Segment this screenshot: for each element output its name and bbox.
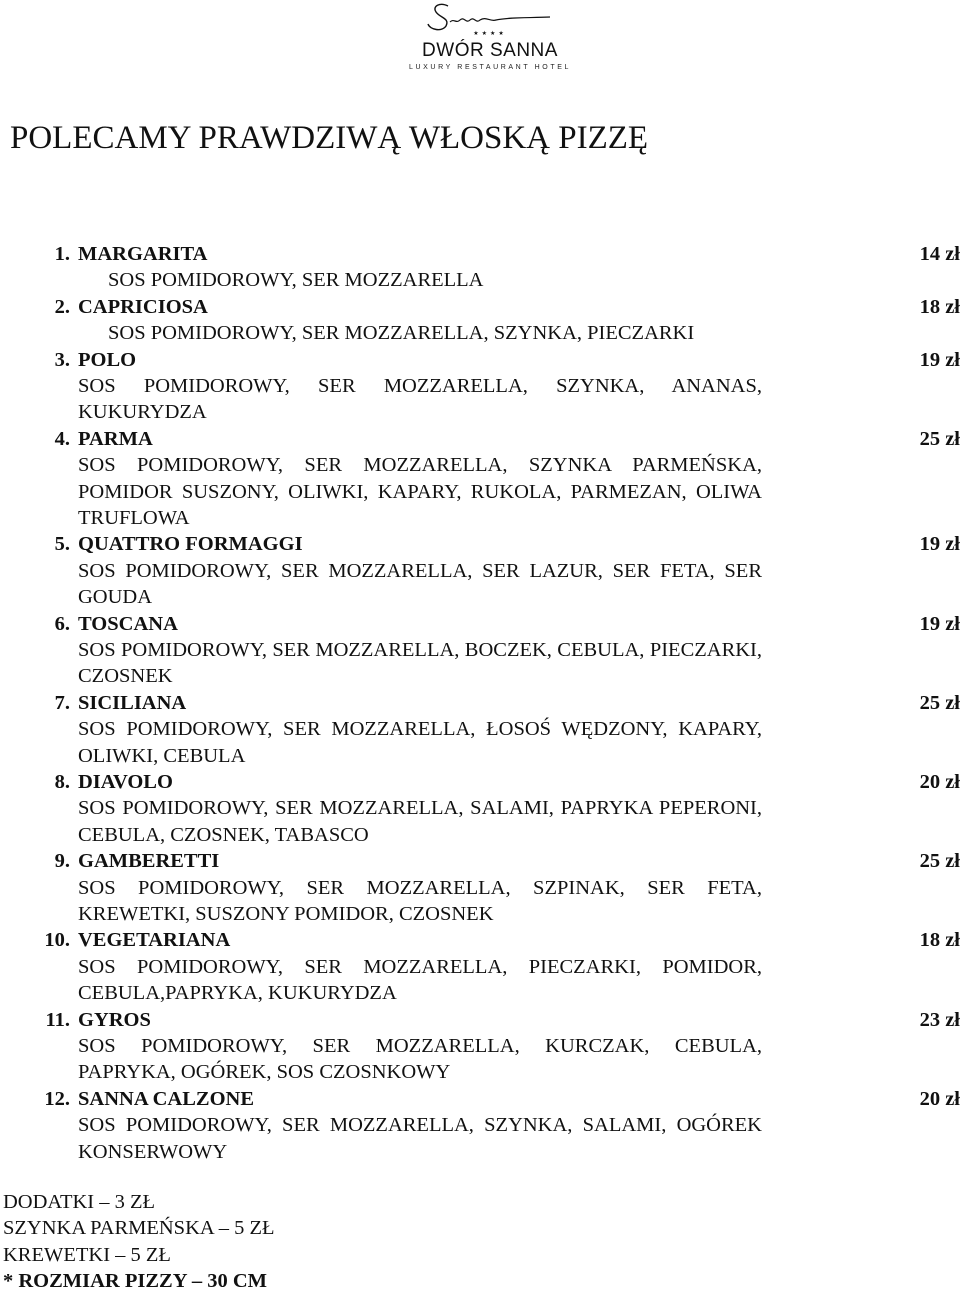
menu-item — [0, 927, 960, 1006]
logo — [400, 0, 580, 80]
item-number: 7. — [54, 691, 70, 714]
item-number: 10. — [44, 929, 70, 952]
item-ingredients: SOS POMIDOROWY, SER MOZZARELLA, KURCZAK, CEBULA, PAPRYKA, OGÓREK, SOS CZOSNKOWY — [78, 1035, 762, 1084]
item-name: SICILIANA — [78, 691, 187, 714]
item-number: 11. — [45, 1008, 70, 1031]
item-name: CAPRICIOSA — [78, 295, 208, 318]
item-ingredients: SOS POMIDOROWY, SER MOZZARELLA, PIECZARKI, POMIDOR, CEBULA,PAPRYKA, KUKURYDZA — [78, 955, 762, 1005]
signature-logo-mark — [420, 0, 560, 34]
extras-line: KREWETKI – 5 ZŁ — [3, 1243, 171, 1266]
item-price: 18 zł — [919, 929, 960, 952]
menu-item — [0, 611, 960, 690]
item-name: VEGETARIANA — [78, 929, 231, 952]
menu-item — [0, 1007, 960, 1086]
pizza-menu-list — [0, 241, 960, 1165]
menu-item — [0, 294, 960, 347]
item-number: 12. — [44, 1087, 70, 1110]
page-title: POLECAMY PRAWDZIWĄ WŁOSKĄ PIZZĘ — [10, 120, 649, 156]
menu-item — [0, 690, 960, 769]
item-number: 9. — [54, 850, 70, 873]
item-price: 19 zł — [919, 533, 960, 556]
item-name: DIAVOLO — [78, 771, 173, 794]
extras-line: DODATKI – 3 ZŁ — [3, 1191, 156, 1213]
item-ingredients: SOS POMIDOROWY, SER MOZZARELLA, SZYNKA, PIECZARKI — [108, 322, 695, 345]
item-number: 5. — [54, 533, 70, 556]
item-price: 14 zł — [919, 243, 960, 265]
logo-tagline: LUXURY RESTAURANT HOTEL — [409, 64, 571, 71]
item-number: 3. — [54, 348, 70, 371]
item-price: 23 zł — [919, 1008, 960, 1031]
item-ingredients: SOS POMIDOROWY, SER MOZZARELLA, SZYNKA PARMEŃSKA, POMIDOR SUSZONY, OLIWKI, KAPARY, RUKOLA, PARMEZAN, OLIWA TRUFLOWA — [78, 454, 762, 529]
menu-item — [0, 1086, 960, 1165]
item-number: 2. — [54, 295, 70, 318]
item-price: 25 zł — [919, 691, 960, 714]
item-name: TOSCANA — [78, 612, 178, 635]
item-price: 19 zł — [919, 612, 960, 635]
item-price: 19 zł — [919, 348, 960, 371]
logo-name: DWÓR SANNA — [422, 40, 558, 61]
menu-item — [0, 769, 960, 848]
item-ingredients: SOS POMIDOROWY, SER MOZZARELLA, SZPINAK, SER FETA, KREWETKI, SUSZONY POMIDOR, CZOSNEK — [78, 876, 762, 926]
menu-item — [0, 848, 960, 927]
item-name: POLO — [78, 348, 137, 371]
item-number: 1. — [54, 243, 70, 265]
menu-item — [0, 347, 960, 426]
menu-item — [0, 241, 960, 294]
item-ingredients: SOS POMIDOROWY, SER MOZZARELLA — [108, 269, 484, 292]
item-price: 20 zł — [919, 1087, 960, 1110]
item-ingredients: SOS POMIDOROWY, SER MOZZARELLA, SZYNKA, SALAMI, OGÓREK KONSERWOWY — [78, 1114, 762, 1163]
item-ingredients: SOS POMIDOROWY, SER MOZZARELLA, BOCZEK, CEBULA, PIECZARKI, CZOSNEK — [78, 639, 762, 688]
item-ingredients: SOS POMIDOROWY, SER MOZZARELLA, SALAMI, PAPRYKA PEPERONI, CEBULA, CZOSNEK, TABASCO — [78, 797, 762, 846]
item-number: 6. — [54, 612, 70, 635]
item-price: 25 zł — [919, 427, 960, 450]
extras-section — [3, 1189, 275, 1295]
menu-item — [0, 531, 960, 610]
item-ingredients: SOS POMIDOROWY, SER MOZZARELLA, SZYNKA, ANANAS, KUKURYDZA — [78, 374, 762, 424]
menu-item — [0, 426, 960, 532]
item-name: GAMBERETTI — [78, 850, 220, 873]
item-number: 8. — [54, 771, 70, 794]
item-name: GYROS — [78, 1008, 151, 1031]
item-name: MARGARITA — [78, 243, 208, 265]
item-price: 25 zł — [919, 850, 960, 873]
item-price: 20 zł — [919, 771, 960, 794]
item-ingredients: SOS POMIDOROWY, SER MOZZARELLA, SER LAZUR, SER FETA, SER GOUDA — [78, 559, 762, 609]
item-price: 18 zł — [919, 295, 960, 318]
extras-line: SZYNKA PARMEŃSKA – 5 ZŁ — [3, 1217, 275, 1240]
item-number: 4. — [54, 427, 70, 450]
item-name: QUATTRO FORMAGGI — [78, 533, 303, 556]
item-name: PARMA — [78, 427, 153, 450]
item-ingredients: SOS POMIDOROWY, SER MOZZARELLA, ŁOSOŚ WĘDZONY, KAPARY, OLIWKI, CEBULA — [78, 718, 762, 767]
item-name: SANNA CALZONE — [78, 1087, 254, 1110]
logo-stars: ★★★★ — [473, 31, 507, 37]
pizza-size-note: * ROZMIAR PIZZY – 30 CM — [3, 1270, 268, 1293]
